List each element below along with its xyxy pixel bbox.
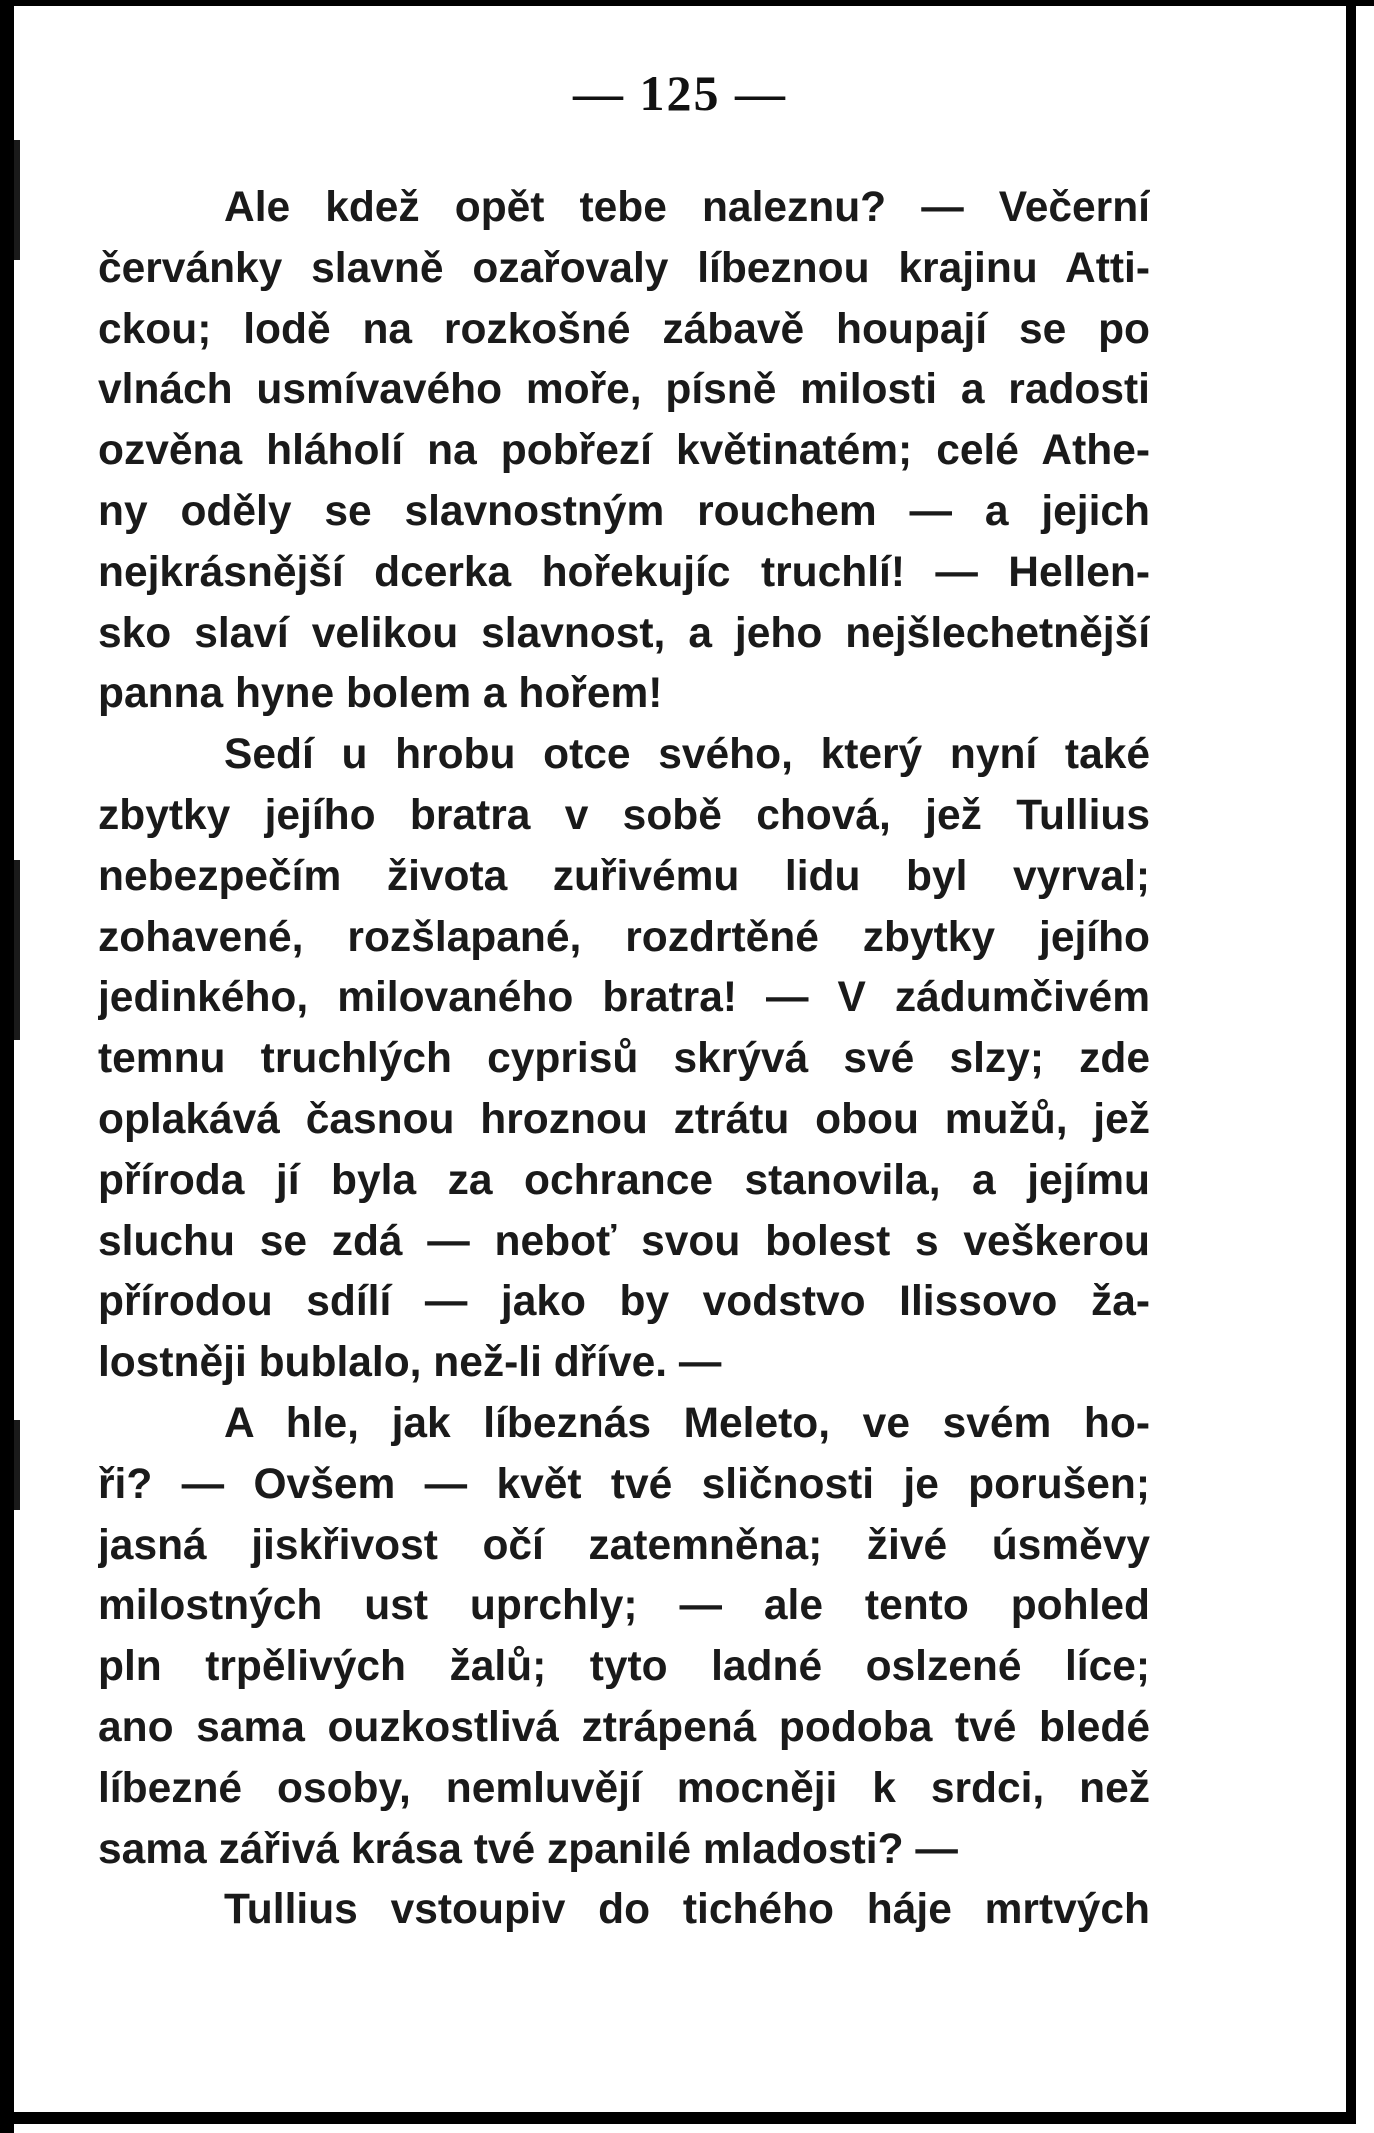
text-line: panna hyne bolem a hořem! bbox=[98, 670, 663, 718]
body-text bbox=[98, 178, 1150, 1941]
text-line: Ale kdež opět tebe naleznu? — Večerní bbox=[224, 184, 1150, 231]
text-line: líbezné osoby, nemluvějí mocněji k srdci, než bbox=[98, 1764, 1150, 1812]
text-line: oplakává časnou hroznou ztrátu obou mužů, jež bbox=[98, 1095, 1150, 1143]
text-line: přírodou sdílí — jako by vodstvo Ilissovo ža- bbox=[98, 1278, 1150, 1326]
text-line: sluchu se zdá — neboť svou bolest s veškerou bbox=[98, 1217, 1150, 1265]
text-line: lostněji bublalo, než-li dříve. — bbox=[98, 1339, 722, 1387]
gutter-shadow bbox=[14, 1420, 20, 1510]
text-line: červánky slavně ozařovaly líbeznou krajinu Atti- bbox=[98, 244, 1150, 292]
text-line: jasná jiskřivost očí zatemněna; živé úsměvy bbox=[98, 1521, 1150, 1569]
text-line: ozvěna hláholí na pobřezí květinatém; celé Athe- bbox=[98, 427, 1150, 475]
text-line: vlnách usmívavého moře, písně milosti a radosti bbox=[98, 366, 1150, 414]
text-line: ny oděly se slavnostným rouchem — a jejich bbox=[98, 487, 1150, 535]
text-line: Sedí u hrobu otce svého, který nyní také bbox=[224, 731, 1150, 779]
text-line: příroda jí byla za ochrance stanovila, a jejímu bbox=[98, 1156, 1150, 1204]
gutter-shadow bbox=[14, 860, 20, 1040]
text-line: zohavené, rozšlapané, rozdrtěné zbytky jejího bbox=[98, 913, 1150, 961]
text-line: milostných ust uprchly; — ale tento pohled bbox=[98, 1582, 1150, 1630]
text-line: ckou; lodě na rozkošné zábavě houpají se po bbox=[98, 305, 1150, 353]
text-line: jedinkého, milovaného bratra! — V zádumčivém bbox=[98, 974, 1150, 1022]
text-line: A hle, jak líbeznás Meleto, ve svém ho- bbox=[224, 1399, 1150, 1447]
gutter-shadow bbox=[14, 140, 20, 260]
text-line: zbytky jejího bratra v sobě chová, jež Tullius bbox=[98, 791, 1150, 839]
text-line: nebezpečím života zuřivému lidu byl vyrval; bbox=[98, 852, 1150, 900]
scan-left-edge bbox=[0, 0, 14, 2133]
text-line: temnu truchlých cyprisů skrývá své slzy; zde bbox=[98, 1035, 1150, 1083]
text-line: Tullius vstoupiv do tichého háje mrtvých bbox=[224, 1886, 1150, 1934]
text-line: nejkrásnější dcerka hořekujíc truchlí! — Hellen- bbox=[98, 548, 1150, 596]
text-line: ři? — Ovšem — květ tvé sličnosti je porušen; bbox=[98, 1460, 1150, 1508]
text-line: ano sama ouzkostlivá ztrápená podoba tvé bledé bbox=[98, 1703, 1150, 1751]
page-number-header: — 125 — bbox=[573, 65, 787, 121]
text-line: pln trpělivých žalů; tyto ladné oslzené líce; bbox=[98, 1643, 1150, 1691]
text-line: sama zářivá krása tvé zpanilé mladosti? — bbox=[98, 1825, 958, 1873]
text-line: sko slaví velikou slavnost, a jeho nejšlechetnější bbox=[98, 609, 1150, 657]
book-page bbox=[14, 6, 1356, 2124]
